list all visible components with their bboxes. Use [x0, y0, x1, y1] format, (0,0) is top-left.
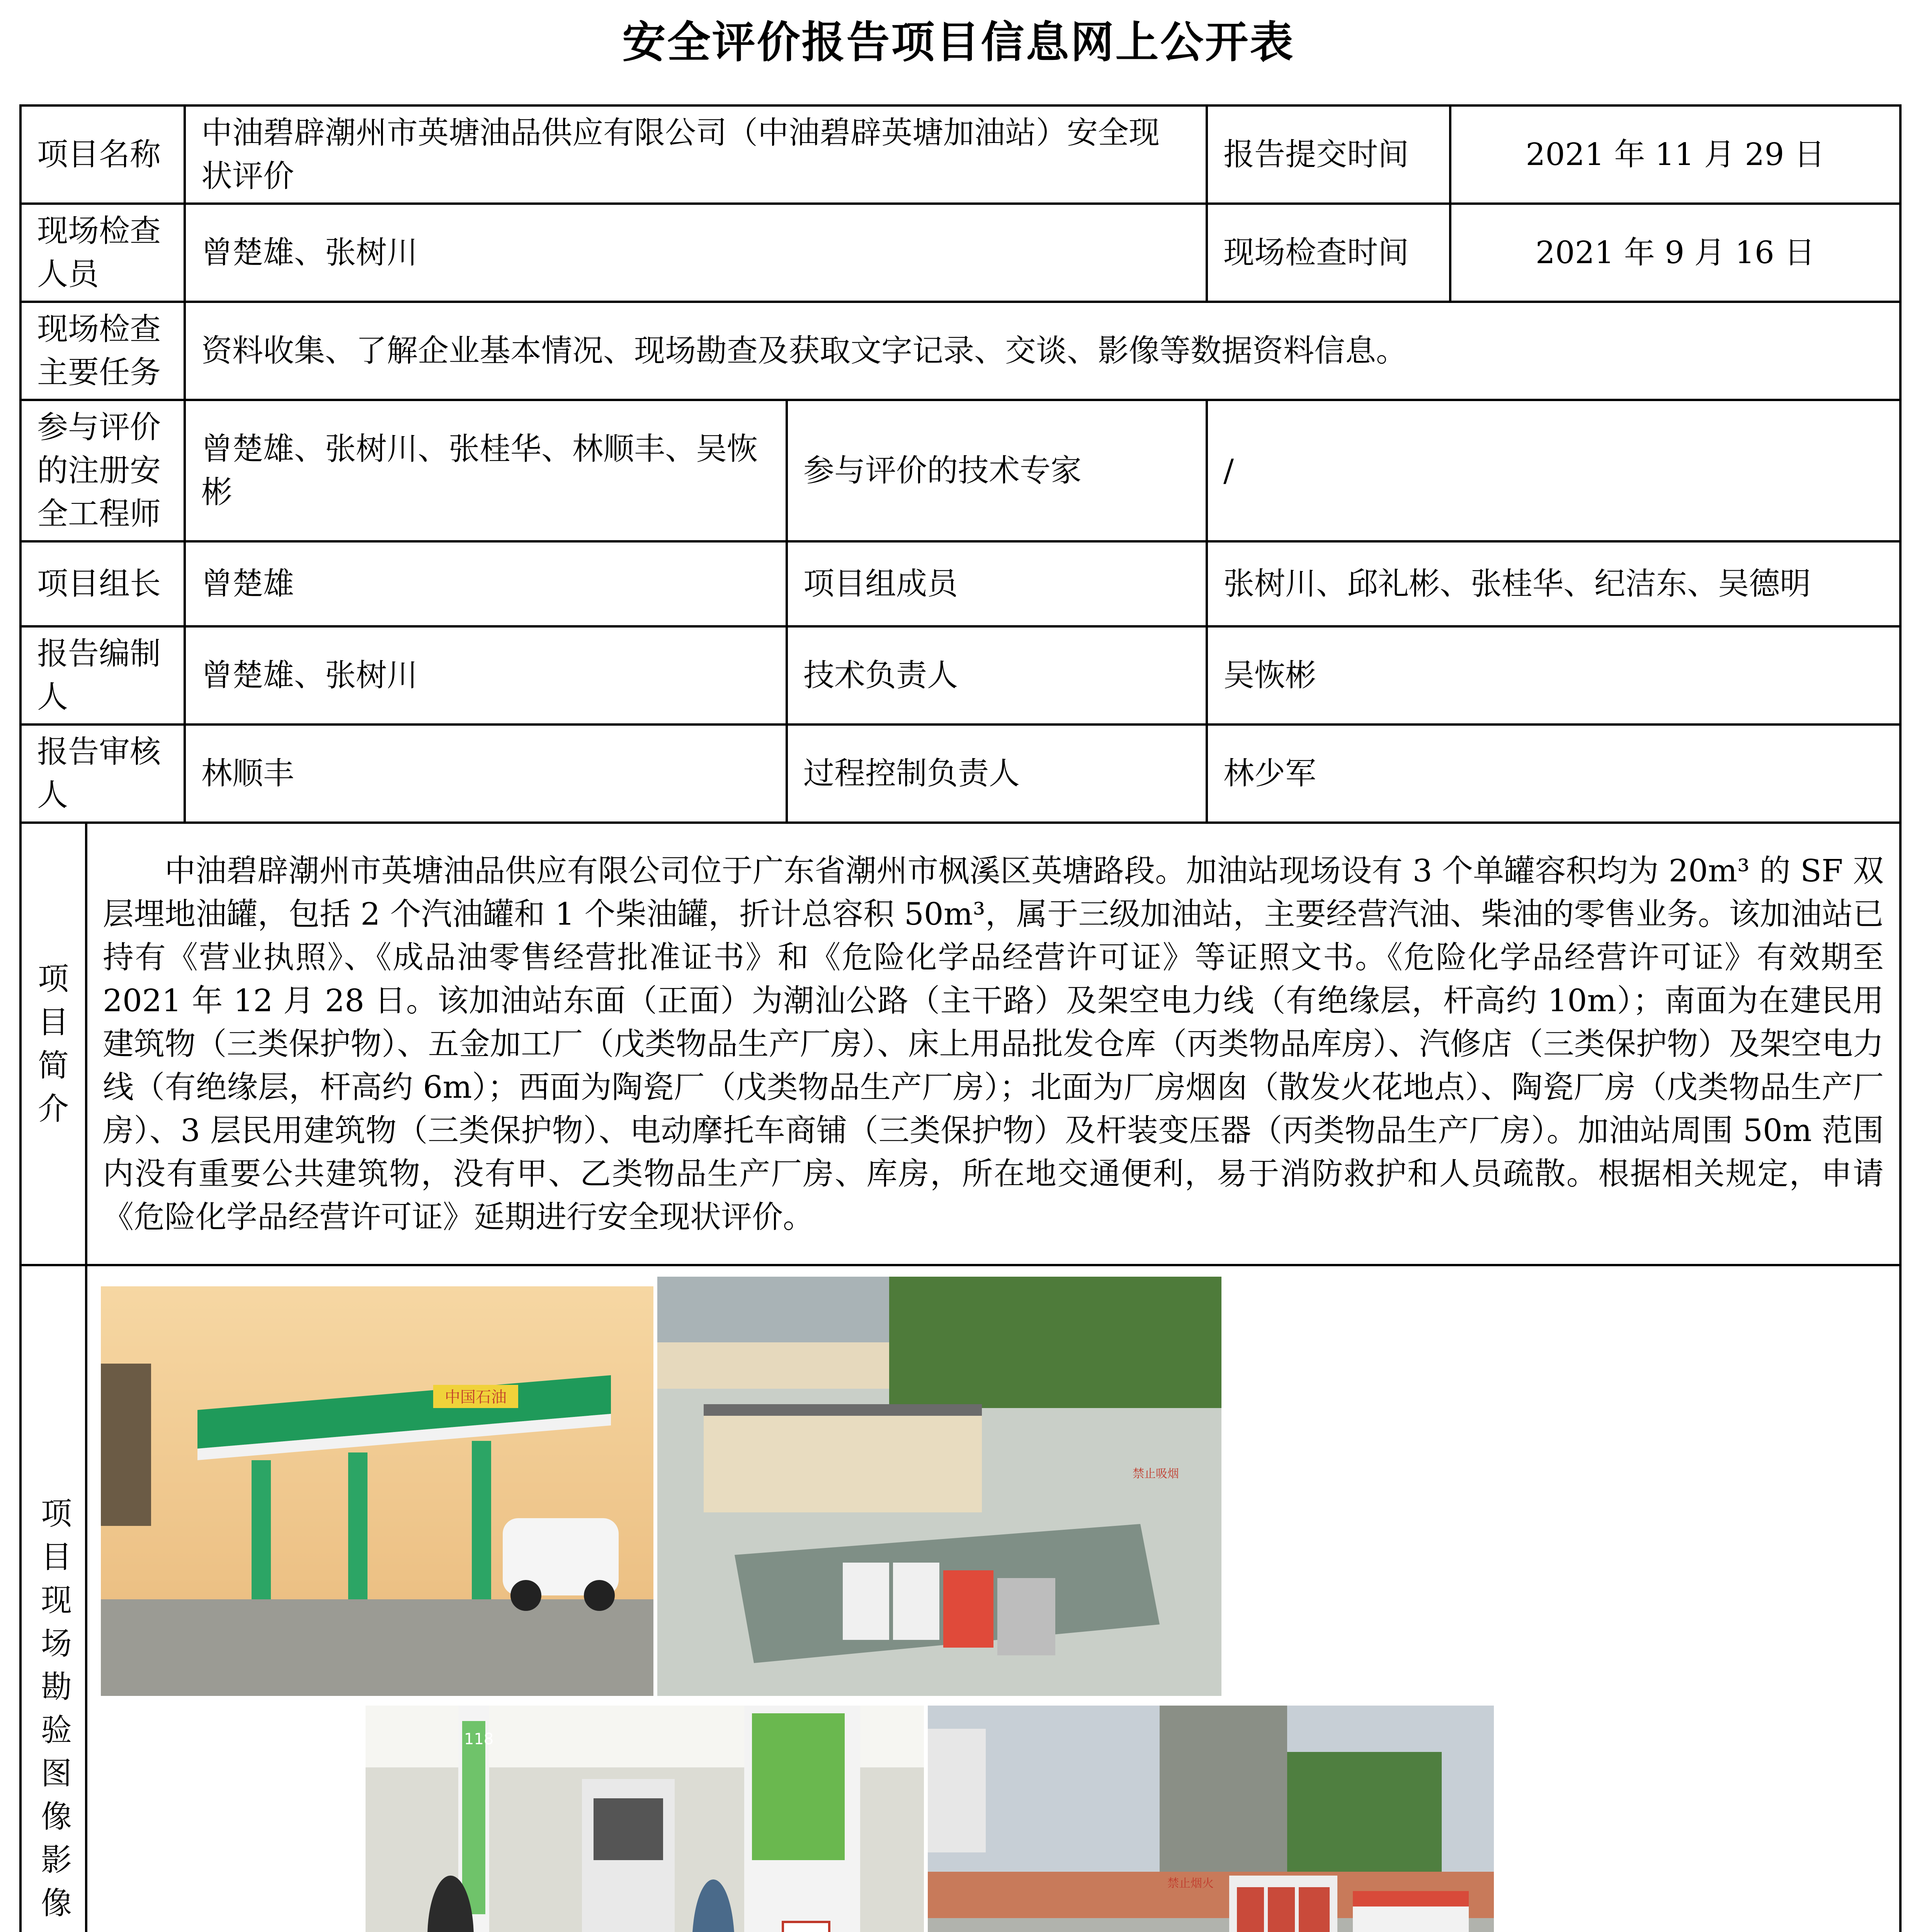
tech-lead-label: 技术负责人: [787, 626, 1207, 724]
photos-label: [20, 1265, 86, 1932]
photos-cell: [86, 1265, 1900, 1932]
engineers-label: 参与评价的注册安全工程师: [20, 400, 185, 541]
photo-grid: [87, 1269, 1899, 1932]
members-value: 张树川、邱礼彬、张桂华、纪洁东、吴德明: [1207, 541, 1900, 626]
row-photos: [20, 1265, 1900, 1932]
photo-tank-area: [657, 1277, 1221, 1696]
reviewer-label: 报告审核人: [20, 724, 185, 823]
tech-lead-value: 吴恢彬: [1207, 626, 1900, 724]
experts-value: /: [1207, 400, 1900, 541]
tasks-label: 现场检查主要任务: [20, 302, 185, 400]
compiler-label: 报告编制人: [20, 626, 185, 724]
inspection-time-label: 现场检查时间: [1207, 204, 1450, 302]
row-inspectors: [20, 204, 1900, 302]
row-reviewer: [20, 724, 1900, 823]
intro-text: 中油碧辟潮州市英塘油品供应有限公司位于广东省潮州市枫溪区英塘路段。加油站现场设有 3 个单罐容积均为 20m³ 的 SF 双层埋地油罐，包括 2 个汽油罐和 1 个柴油罐，折计总容积 50m³，属于三级加油站，主要经营汽油、柴油的零售业务。该加油站已持有《营业执照》、《成品油零售经营批准证书》和《危险化学品经营许可证》等证照文书。《危险化学品经营许可证》有效期至 2021 年 12 月 28 日。该加油站东面（正面）为潮汕公路（主干路）及架空电力线（有绝缘层，杆高约 10m）；南面为在建民用建筑物（三类保护物）、五金加工厂（戊类物品生产厂房）、床上用品批发仓库（丙类物品库房）、汽修店（三类保护物）及架空电力线（有绝缘层，杆高约 6m）；西面为陶瓷厂（戊类物品生产厂房）；北面为厂房烟囱（散发火花地点）、陶瓷厂房（戊类物品生产厂房）、3 层民用建筑物（三类保护物）、电动摩托车商铺（三类保护物）及杆装变压器（丙类物品生产厂房）。加油站周围 50m 范围内没有重要公共建筑物，没有甲、乙类物品生产厂房、库房，所在地交通便利，易于消防救护和人员疏散。根据相关规定，申请《危险化学品经营许可证》延期进行安全现状评价。: [103, 852, 1884, 1235]
compiler-value: 曾楚雄、张树川: [185, 626, 787, 724]
row-engineers: [20, 400, 1900, 541]
inspectors-value: 曾楚雄、张树川: [185, 204, 1207, 302]
info-table: [19, 104, 1902, 1932]
project-name-label: 项目名称: [20, 105, 185, 204]
inspection-time-value: 2021 年 9 月 16 日: [1450, 204, 1900, 302]
fire-area-sign: 禁止烟火: [1167, 1877, 1214, 1890]
process-lead-value: 林少军: [1207, 724, 1900, 823]
canopy-sign-text: 中国石油: [445, 1388, 507, 1406]
leader-label: 项目组长: [20, 541, 185, 626]
row-tasks: [20, 302, 1900, 400]
pump-number: 118: [464, 1730, 494, 1748]
photos-label-text: 项目现场勘验图像影像: [41, 1495, 72, 1921]
intro-label: [20, 823, 86, 1265]
tank-area-sign: 禁止吸烟: [1133, 1467, 1179, 1481]
tasks-value: 资料收集、了解企业基本情况、现场勘查及获取文字记录、交谈、影像等数据资料信息。: [185, 302, 1900, 400]
engineers-value: 曾楚雄、张树川、张桂华、林顺丰、吴恢彬: [185, 400, 787, 541]
project-name-value: 中油碧辟潮州市英塘油品供应有限公司（中油碧辟英塘加油站）安全现状评价: [185, 105, 1207, 204]
process-lead-label: 过程控制负责人: [787, 724, 1207, 823]
row-project-name: [20, 105, 1900, 204]
photo-fire-equipment: [928, 1706, 1494, 1932]
page-title: 安全评价报告项目信息网上公开表: [622, 17, 1295, 68]
inspectors-label: 现场检查人员: [20, 204, 185, 302]
row-compiler: [20, 626, 1900, 724]
row-leader: [20, 541, 1900, 626]
row-intro: [20, 823, 1900, 1265]
reviewer-value: 林顺丰: [185, 724, 787, 823]
experts-label: 参与评价的技术专家: [787, 400, 1207, 541]
photo-fuel-dispenser: [366, 1706, 924, 1932]
submit-time-label: 报告提交时间: [1207, 105, 1450, 204]
intro-label-text: 项目简介: [38, 961, 69, 1127]
intro-text-cell: [86, 823, 1900, 1265]
members-label: 项目组成员: [787, 541, 1207, 626]
submit-time-value: 2021 年 11 月 29 日: [1450, 105, 1900, 204]
photo-station-canopy: [101, 1286, 653, 1696]
leader-value: 曾楚雄: [185, 541, 787, 626]
